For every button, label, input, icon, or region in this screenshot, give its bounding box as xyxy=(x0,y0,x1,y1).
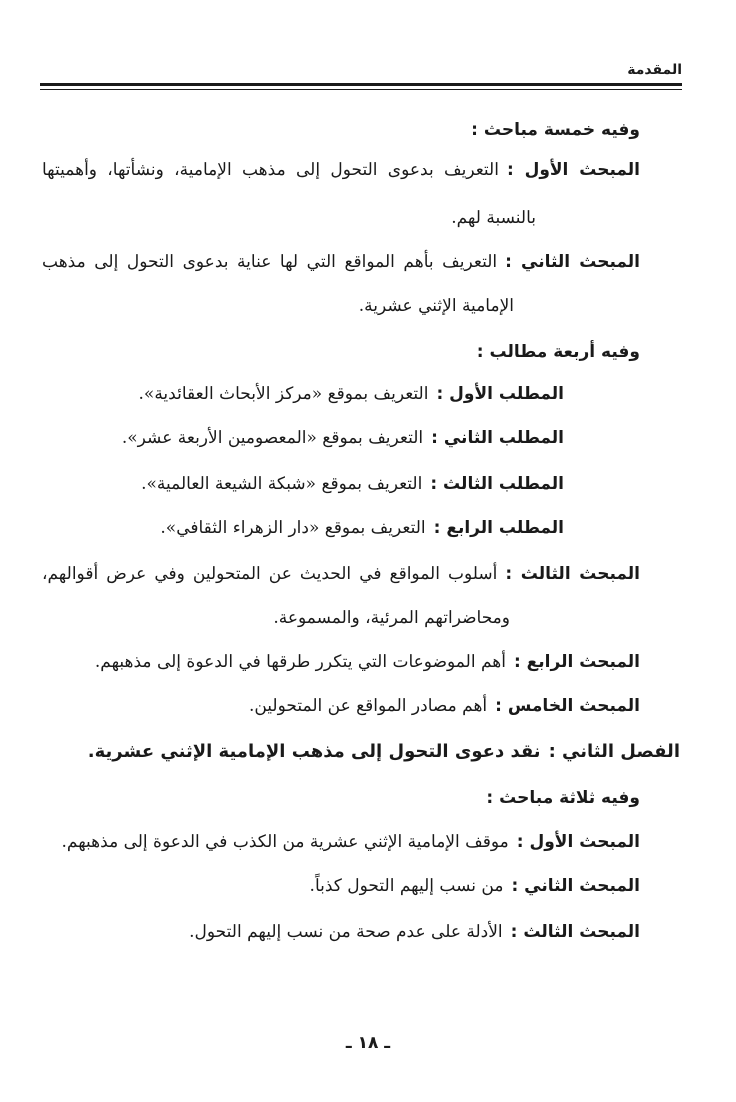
s2-mabhath2-text: من نسب إليهم التحول كذباً. xyxy=(309,876,504,896)
mabhath3-label: المبحث الثالث : xyxy=(505,564,640,584)
matlab4-label: المطلب الرابع : xyxy=(433,518,564,538)
mabhath1-text-a: التعريف بدعوى التحول إلى مذهب الإمامية، ونشأتها، وأهميتها xyxy=(42,160,499,180)
mabhath3-line1 xyxy=(42,560,640,588)
mabhath2-line1 xyxy=(42,248,640,276)
matlab2 xyxy=(122,424,564,452)
matlab4-text: التعريف بموقع «دار الزهراء الثقافي». xyxy=(160,518,426,538)
running-header: المقدمة xyxy=(627,62,682,78)
header-rule-thick xyxy=(40,83,682,86)
matlab3 xyxy=(141,470,564,498)
section1-intro: وفيه خمسة مباحث : xyxy=(471,120,640,140)
s2-mabhath1-label: المبحث الأول : xyxy=(516,832,640,852)
mabhath2-label: المبحث الثاني : xyxy=(505,252,640,272)
section2-intro: وفيه ثلاثة مباحث : xyxy=(486,788,640,808)
mabhath1-line2: بالنسبة لهم. xyxy=(451,208,536,228)
matlab2-text: التعريف بموقع «المعصومين الأربعة عشر». xyxy=(121,428,424,448)
s2-mabhath1-text: موقف الإمامية الإثني عشرية من الكذب في الدعوة إلى مذهبهم. xyxy=(61,832,509,852)
mabhath4-label: المبحث الرابع : xyxy=(513,652,640,672)
matlab2-label: المطلب الثاني : xyxy=(431,428,564,448)
chapter2-text: نقد دعوى التحول إلى مذهب الإمامية الإثني عشرية. xyxy=(87,741,541,762)
chapter2-label: الفصل الثاني : xyxy=(548,741,680,762)
s2-mabhath3-text: الأدلة على عدم صحة من نسب إليهم التحول. xyxy=(189,922,503,942)
matalib-intro: وفيه أربعة مطالب : xyxy=(476,342,640,362)
s2-mabhath3-label: المبحث الثالث : xyxy=(510,922,640,942)
s2-mabhath2-label: المبحث الثاني : xyxy=(511,876,640,896)
mabhath1-line1 xyxy=(42,156,640,184)
mabhath3-line2: ومحاضراتهم المرئية، والمسموعة. xyxy=(273,608,510,628)
mabhath5 xyxy=(249,692,640,720)
mabhath4 xyxy=(95,648,640,676)
chapter2-heading xyxy=(88,738,680,766)
matlab1-label: المطلب الأول : xyxy=(436,384,564,404)
page-number: ـ ١٨ ـ xyxy=(345,1033,391,1053)
s2-mabhath2 xyxy=(310,872,640,900)
mabhath4-text: أهم الموضوعات التي يتكرر طرقها في الدعوة إلى مذهبهم. xyxy=(94,652,506,672)
s2-mabhath1 xyxy=(62,828,641,856)
mabhath2-line2: الإمامية الإثني عشرية. xyxy=(358,296,514,316)
matlab4 xyxy=(160,514,564,542)
matlab3-label: المطلب الثالث : xyxy=(430,474,564,494)
mabhath3-text-a: أسلوب المواقع في الحديث عن المتحولين وفي عرض أقوالهم، xyxy=(42,564,498,584)
matlab1-text: التعريف بموقع «مركز الأبحاث العقائدية». xyxy=(138,384,429,404)
s2-mabhath3 xyxy=(189,918,640,946)
matlab3-text: التعريف بموقع «شبكة الشيعة العالمية». xyxy=(141,474,423,494)
header-rule-thin xyxy=(40,89,682,90)
matlab1 xyxy=(139,380,564,408)
mabhath2-text-a: التعريف بأهم المواقع التي لها عناية بدعوى التحول إلى مذهب xyxy=(42,252,498,272)
mabhath5-text: أهم مصادر المواقع عن المتحولين. xyxy=(248,696,488,716)
mabhath5-label: المبحث الخامس : xyxy=(495,696,640,716)
mabhath1-label: المبحث الأول : xyxy=(506,160,640,180)
